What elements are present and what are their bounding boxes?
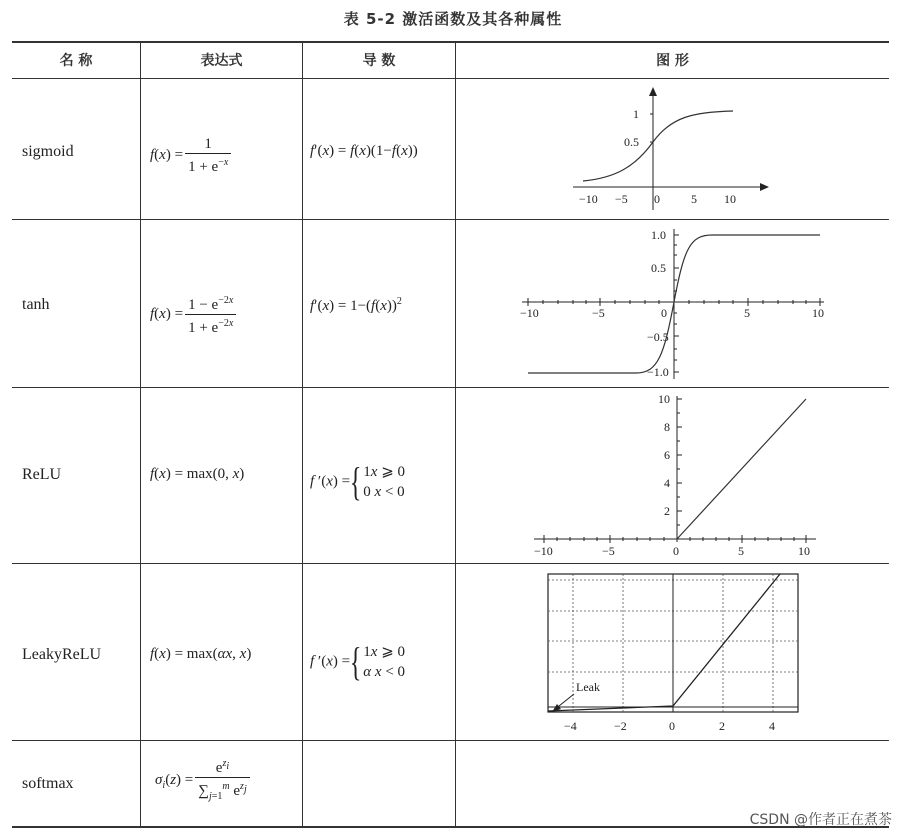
- leakyrelu-xtick-0: 0: [669, 719, 675, 733]
- tanh-ytick-neg0.5: −0.5: [647, 330, 669, 344]
- leakyrelu-xtick-neg2: −2: [614, 719, 627, 733]
- leakyrelu-xtick-2: 2: [719, 719, 725, 733]
- sigmoid-xtick-neg10: −10: [579, 192, 598, 206]
- tanh-ytick-1.0: 1.0: [651, 228, 666, 242]
- relu-ytick-6: 6: [664, 448, 670, 462]
- sigmoid-chart: [565, 82, 775, 214]
- deriv-leakyrelu: f ′(x) ={ 1x ⩾ 0 α x < 0: [310, 639, 406, 684]
- relu-ytick-10: 10: [658, 392, 670, 406]
- sigmoid-curve: [583, 111, 733, 181]
- header-graph: 图 形: [656, 53, 689, 69]
- row-divider-3: [12, 563, 889, 564]
- relu-line: [677, 399, 806, 539]
- deriv-sigmoid: f′(x) = f(x)(1−f(x)): [310, 143, 418, 159]
- row-divider-2: [12, 387, 889, 388]
- table-title: 表 5-2 激活函数及其各种属性: [343, 10, 563, 28]
- deriv-relu: f ′(x) ={ 1x ⩾ 0 0 x < 0: [310, 459, 406, 504]
- leakyrelu-chart: [540, 568, 806, 738]
- expr-sigmoid: f(x) = $\frac{1}{1 + e^{-x}}$: [150, 135, 233, 176]
- tanh-chart: [518, 225, 830, 383]
- header-expression: 表达式: [200, 53, 243, 69]
- sigmoid-xtick-neg5: −5: [615, 192, 628, 206]
- sigmoid-xtick-10: 10: [724, 192, 736, 206]
- tanh-xtick-0: 0: [661, 306, 667, 320]
- sigmoid-ytick-1: 1: [633, 107, 639, 121]
- watermark: CSDN @作者正在煮茶: [749, 812, 892, 828]
- name-softmax: softmax: [22, 775, 74, 792]
- relu-xtick-neg10: −10: [534, 544, 553, 558]
- tanh-ytick-neg1.0: −1.0: [647, 365, 669, 379]
- leakyrelu-xtick-neg4: −4: [564, 719, 577, 733]
- deriv-tanh: $f'(x) = 1-(f(x))^2$: [310, 296, 402, 314]
- sigmoid-xtick-0: 0: [654, 192, 660, 206]
- tanh-xtick-neg10: −10: [520, 306, 539, 320]
- column-divider-2: [302, 42, 303, 827]
- relu-xtick-neg5: −5: [602, 544, 615, 558]
- name-leakyrelu: LeakyReLU: [22, 646, 102, 663]
- name-tanh: tanh: [22, 296, 50, 313]
- sigmoid-xtick-5: 5: [691, 192, 697, 206]
- expr-tanh: f(x) = $\frac{1 - e^{-2x}}{1 + e^{-2x}}$: [150, 292, 238, 337]
- expr-leakyrelu: f(x) = max(αx, x): [150, 646, 252, 662]
- leakyrelu-xtick-4: 4: [769, 719, 775, 733]
- header-rule: [12, 78, 889, 79]
- relu-ytick-8: 8: [664, 420, 670, 434]
- tanh-xtick-5: 5: [744, 306, 750, 320]
- relu-xtick-5: 5: [738, 544, 744, 558]
- relu-chart: [530, 392, 820, 560]
- tanh-xtick-10: 10: [812, 306, 824, 320]
- header-derivative: 导 数: [362, 53, 396, 69]
- leak-annotation: Leak: [576, 680, 600, 694]
- top-rule: [12, 41, 889, 43]
- name-sigmoid: sigmoid: [22, 143, 74, 160]
- expr-relu: f(x) = max(0, x): [150, 466, 245, 482]
- tanh-xtick-neg5: −5: [592, 306, 605, 320]
- row-divider-1: [12, 219, 889, 220]
- tanh-ytick-0.5: 0.5: [651, 261, 666, 275]
- expr-softmax: $\sigma_i(z)$ = $\frac{e^{z_i}}{\sum_{j=1}^m e^{z_j}}$: [155, 755, 252, 806]
- sigmoid-ytick-0.5: 0.5: [624, 135, 639, 149]
- relu-ytick-4: 4: [664, 476, 670, 490]
- column-divider-3: [455, 42, 456, 827]
- relu-ytick-2: 2: [664, 504, 670, 518]
- relu-xtick-10: 10: [798, 544, 810, 558]
- row-divider-4: [12, 740, 889, 741]
- column-divider-1: [140, 42, 141, 827]
- name-relu: ReLU: [22, 466, 62, 483]
- header-name: 名 称: [59, 53, 93, 69]
- relu-xtick-0: 0: [673, 544, 679, 558]
